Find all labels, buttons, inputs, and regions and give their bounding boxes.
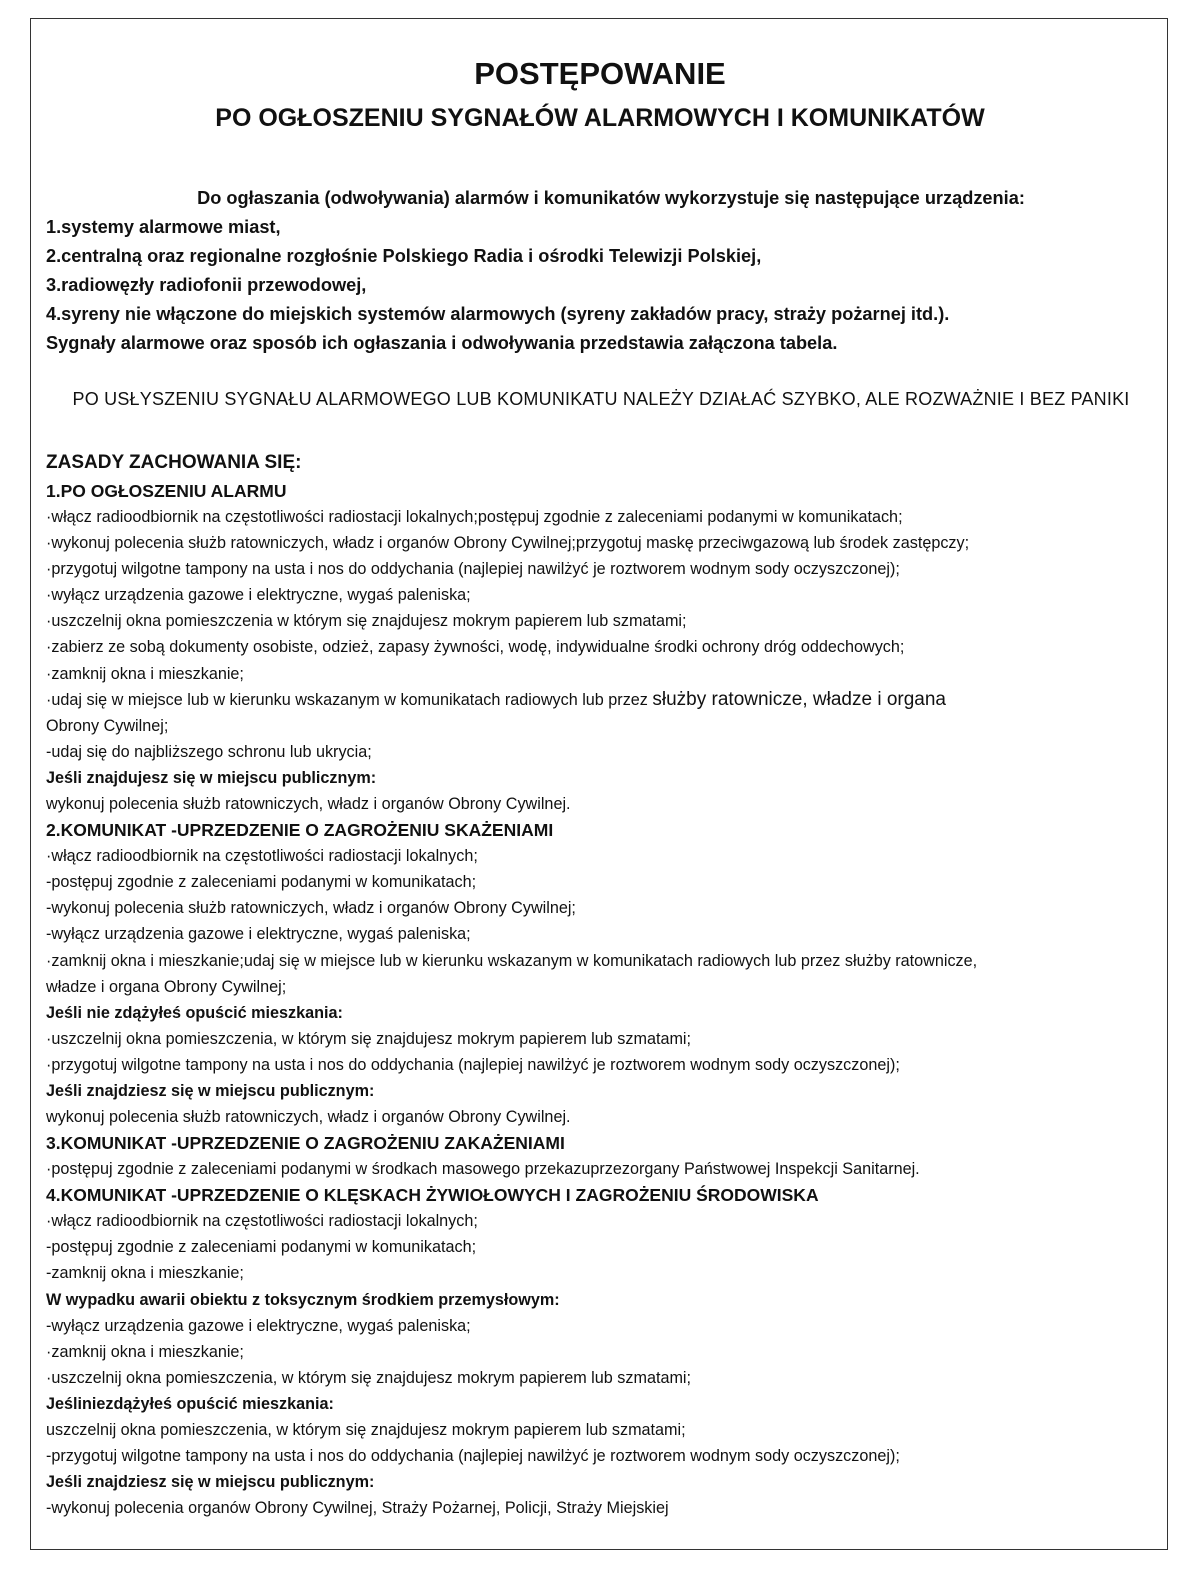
section-heading: 1.PO OGŁOSZENIU ALARMU [46, 481, 287, 501]
list-item: -postępuj zgodnie z zaleceniami podanymi w komunikatach; [46, 1238, 477, 1257]
list-item: -wykonuj polecenia służb ratowniczych, władz i organów Obrony Cywilnej; [46, 899, 576, 918]
intro-item: 3.radiowęzły radiofonii przewodowej, [46, 275, 367, 295]
list-item-part: ·udaj się w miejsce lub w kierunku wskazanym w komunikatach radiowych lub przez [46, 690, 653, 709]
sub-heading: Jeśliniezdążyłeś opuścić mieszkania: [46, 1394, 334, 1413]
notice-text: PO USŁYSZENIU SYGNAŁU ALARMOWEGO LUB KOMUNIKATU NALEŻY DZIAŁAĆ SZYBKO, ALE ROZWAŻNIE I BEZ PANIKI [72, 389, 1130, 409]
list-item: ·przygotuj wilgotne tampony na usta i nos do oddychania (najlepiej nawilżyć je roztworem wodnym sody oczyszczonej); [46, 560, 900, 579]
intro-item: 4.syreny nie włączone do miejskich systemów alarmowych (syreny zakładów pracy, straży pożarnej itd.). [46, 304, 950, 324]
list-item: -wyłącz urządzenia gazowe i elektryczne, wygaś paleniska; [46, 925, 471, 944]
list-item: ·postępuj zgodnie z zaleceniami podanymi w środkach masowego przekazuprzezorgany Państwowej Inspekcji Sanitarnej. [46, 1160, 920, 1179]
intro-item: 2.centralną oraz regionalne rozgłośnie Polskiego Radia i ośrodki Telewizji Polskiej, [46, 246, 762, 266]
list-item: władze i organa Obrony Cywilnej; [46, 977, 287, 996]
list-item: ·uszczelnij okna pomieszczenia w którym się znajdujesz mokrym papierem lub szmatami; [46, 612, 687, 631]
page-subtitle: PO OGŁOSZENIU SYGNAŁÓW ALARMOWYCH I KOMUNIKATÓW [215, 104, 985, 132]
intro-note: Sygnały alarmowe oraz sposób ich ogłaszania i odwoływania przedstawia załączona tabela. [46, 333, 838, 353]
list-item: -wyłącz urządzenia gazowe i elektryczne, wygaś paleniska; [46, 1316, 471, 1335]
list-item: -wykonuj polecenia organów Obrony Cywilnej, Straży Pożarnej, Policji, Straży Miejskiej [46, 1499, 669, 1518]
list-item [46, 687, 1158, 713]
rules-heading: ZASADY ZACHOWANIA SIĘ: [46, 452, 302, 473]
page-title: POSTĘPOWANIE [474, 56, 726, 91]
list-item: uszczelnij okna pomieszczenia, w którym się znajdujesz mokrym papierem lub szmatami; [46, 1421, 686, 1439]
list-item: wykonuj polecenia służb ratowniczych, władz i organów Obrony Cywilnej. [46, 795, 571, 814]
rules-section [46, 448, 1158, 1521]
list-item: wykonuj polecenia służb ratowniczych, władz i organów Obrony Cywilnej. [46, 1108, 571, 1127]
list-item: ·włącz radioodbiornik na częstotliwości radiostacji lokalnych;postępuj zgodnie z zaleceniami podanymi w komunikatach; [46, 508, 903, 526]
intro-heading: Do ogłaszania (odwoływania) alarmów i komunikatów wykorzystuje się następujące urządzenia: [197, 188, 1025, 208]
list-item: ·wyłącz urządzenia gazowe i elektryczne, wygaś paleniska; [46, 586, 471, 605]
sub-heading: Jeśli znajdziesz się w miejscu publicznym: [46, 1081, 375, 1100]
list-item: ·włącz radioodbiornik na częstotliwości radiostacji lokalnych; [46, 847, 478, 866]
list-item: -udaj się do najbliższego schronu lub ukrycia; [46, 742, 372, 761]
list-item: ·zamknij okna i mieszkanie; [46, 1342, 244, 1361]
section-heading: 2.KOMUNIKAT -UPRZEDZENIE O ZAGROŻENIU SKAŻENIAMI [46, 820, 554, 841]
list-item: ·zamknij okna i mieszkanie;udaj się w miejsce lub w kierunku wskazanym w komunikatach radiowych lub przez służby ratownicze, [46, 951, 978, 970]
list-item: Obrony Cywilnej; [46, 716, 169, 735]
list-item: ·przygotuj wilgotne tampony na usta i nos do oddychania (najlepiej nawilżyć je roztworem wodnym sody oczyszczonej); [46, 1055, 900, 1074]
intro-item: 1.systemy alarmowe miast, [46, 217, 281, 237]
list-item: -zamknij okna i mieszkanie; [46, 1264, 244, 1283]
list-item: ·uszczelnij okna pomieszczenia, w którym się znajdujesz mokrym papierem lub szmatami; [46, 1368, 692, 1387]
section-heading: 3.KOMUNIKAT -UPRZEDZENIE O ZAGROŻENIU ZAKAŻENIAMI [46, 1133, 565, 1154]
list-item: -przygotuj wilgotne tampony na usta i nos do oddychania (najlepiej nawilżyć je roztworem wodnym sody oczyszczonej); [46, 1447, 900, 1466]
sub-heading: Jeśli nie zdążyłeś opuścić mieszkania: [46, 1003, 343, 1022]
list-item: ·włącz radioodbiornik na częstotliwości radiostacji lokalnych; [46, 1212, 478, 1231]
list-item-part-large: służby ratownicze, władze i organa [652, 688, 946, 710]
sub-heading: W wypadku awarii obiektu z toksycznym środkiem przemysłowym: [46, 1290, 560, 1309]
list-item: ·zabierz ze sobą dokumenty osobiste, odzież, zapasy żywności, wodę, indywidualne środki ochrony dróg oddechowych; [46, 638, 905, 657]
section-heading: 4.KOMUNIKAT -UPRZEDZENIE O KLĘSKACH ŻYWIOŁOWYCH I ZAGROŻENIU ŚRODOWISKA [46, 1185, 819, 1206]
sub-heading: Jeśli znajdziesz się w miejscu publicznym: [46, 1473, 375, 1492]
intro-section [46, 184, 1156, 358]
list-item: ·wykonuj polecenia służb ratowniczych, władz i organów Obrony Cywilnej;przygotuj maskę przeciwgazową lub środek zastępczy; [46, 534, 970, 553]
list-item: ·uszczelnij okna pomieszczenia, w którym się znajdujesz mokrym papierem lub szmatami; [46, 1029, 692, 1048]
sub-heading: Jeśli znajdujesz się w miejscu publicznym: [46, 768, 377, 787]
list-item: ·zamknij okna i mieszkanie; [46, 664, 244, 683]
list-item: -postępuj zgodnie z zaleceniami podanymi w komunikatach; [46, 873, 477, 892]
